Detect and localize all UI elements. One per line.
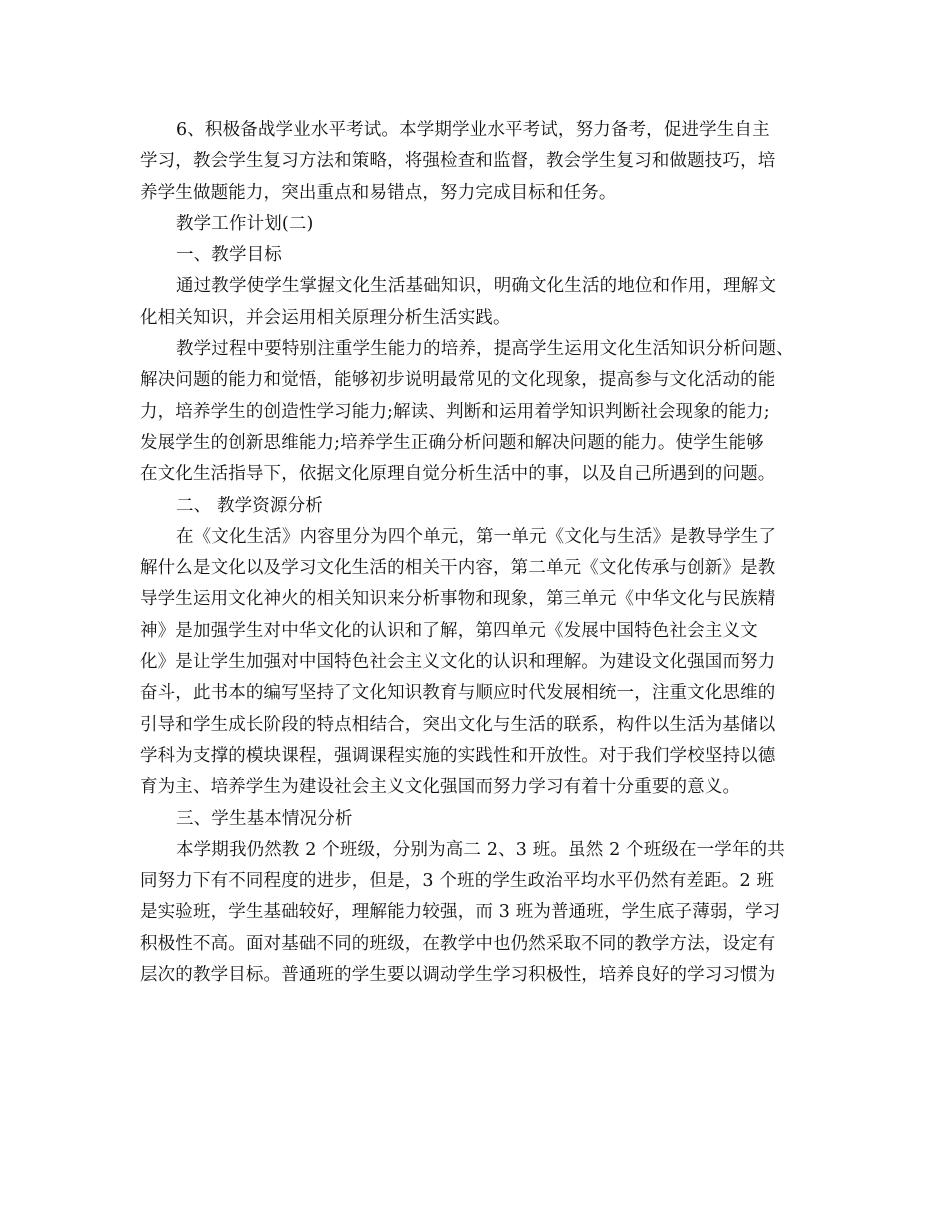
text-line: 力，培养学生的创造性学习能力;解读、判断和运用着学知识判断社会现象的能力;	[140, 401, 770, 422]
text-line: 积极性不高。面对基础不同的班级，在教学中也仍然采取不同的教学方法，设定有	[140, 933, 776, 954]
text-line: 是实验班，学生基础较好，理解能力较强，而 3 班为普通班，学生底子薄弱，学习	[140, 902, 781, 923]
text-line: 一、教学目标	[176, 245, 282, 266]
text-line: 导学生运用文化神火的相关知识来分析事物和现象，第三单元《中华文化与民族精	[140, 589, 776, 610]
text-line: 学习，教会学生复习方法和策略，将强检查和监督，教会学生复习和做题技巧，培	[140, 151, 776, 172]
text-line: 教学工作计划(二)	[176, 213, 314, 234]
text-line: 同努力下有不同程度的进步，但是，3 个班的学生政治平均水平仍然有差距。2 班	[140, 871, 775, 892]
text-line: 在《文化生活》内容里分为四个单元，第一单元《文化与生活》是教导学生了	[176, 526, 777, 547]
text-line: 育为主、培养学生为建设社会主义文化强国而努力学习有着十分重要的意义。	[140, 777, 741, 798]
text-line: 通过教学使学生掌握文化生活基础知识，明确文化生活的地位和作用，理解文	[176, 276, 777, 297]
text-line: 发展学生的创新思维能力;培养学生正确分析问题和解决问题的能力。使学生能够	[140, 432, 764, 453]
text-line: 6、积极备战学业水平考试。本学期学业水平考试，努力备考，促进学生自主	[176, 120, 770, 140]
text-line: 奋斗，此书本的编写坚持了文化知识教育与顺应时代发展相统一，注重文化思维的	[140, 683, 776, 704]
document-page	[140, 115, 830, 991]
text-line: 三、学生基本情况分析	[176, 808, 353, 829]
text-line: 引导和学生成长阶段的特点相结合，突出文化与生活的联系，构件以生活为基储以	[140, 714, 776, 735]
text-line: 化相关知识，并会运用相关原理分析生活实践。	[140, 307, 511, 328]
text-line: 解决问题的能力和觉悟，能够初步说明最常见的文化现象，提高参与文化活动的能	[140, 370, 776, 391]
text-line: 化》是让学生加强对中国特色社会主义文化的认识和理解。为建设文化强国而努力	[140, 652, 776, 673]
text-line: 学科为支撑的模块课程，强调课程实施的实践性和开放性。对于我们学校坚持以德	[140, 745, 776, 766]
text-line: 养学生做题能力，突出重点和易错点，努力完成目标和任务。	[140, 182, 617, 203]
text-line: 本学期我仍然教 2 个班级，分别为高二 2、3 班。虽然 2 个班级在一学年的共	[176, 839, 785, 860]
text-line: 二、 教学资源分析	[176, 495, 323, 516]
text-line: 层次的教学目标。普通班的学生要以调动学生学习积极性，培养良好的学习习惯为	[140, 965, 776, 986]
text-line: 教学过程中要特别注重学生能力的培养，提高学生运用文化生活知识分析问题、	[176, 339, 794, 360]
text-line: 解什么是文化以及学习文化生活的相关干内容，第二单元《文化传承与创新》是教	[140, 558, 776, 579]
text-line: 神》是加强学生对中华文化的认识和了解，第四单元《发展中国特色社会主义文	[140, 620, 758, 641]
text-line: 在文化生活指导下，依据文化原理自觉分析生活中的事，以及自己所遇到的问题。	[140, 464, 776, 485]
